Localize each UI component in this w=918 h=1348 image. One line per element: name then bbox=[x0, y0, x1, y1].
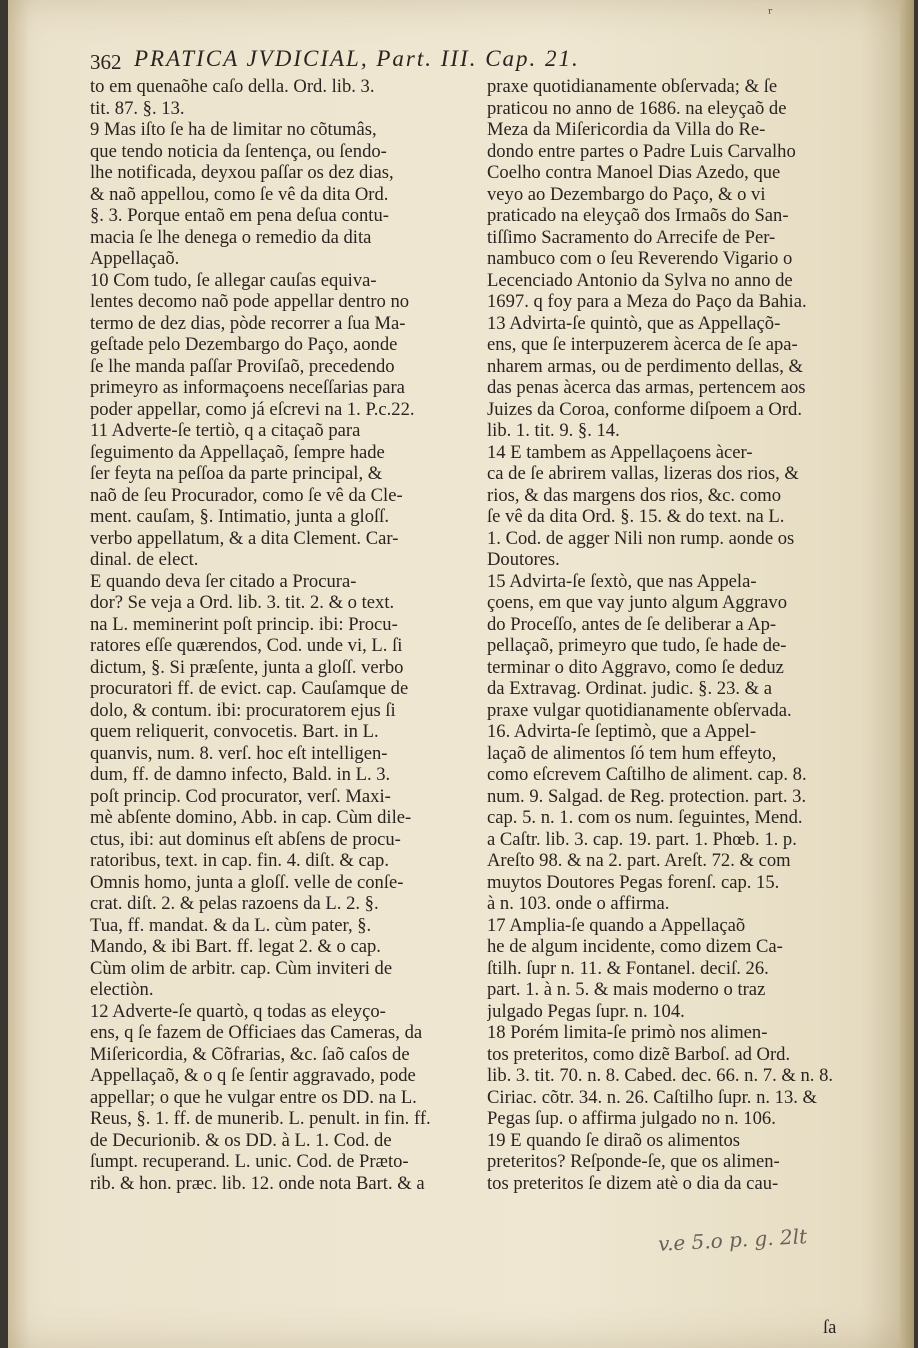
text-line: Lecenciado Antonio da Sylva no anno de bbox=[487, 269, 793, 291]
text-line: praticou no anno de 1686. na eleyçaõ de bbox=[487, 97, 787, 119]
text-line: ment. cauſam, §. Intimatio, junta a gloſſ. bbox=[90, 506, 389, 527]
text-line: 16. Advirta-ſe ſeptimò, que a Appel- bbox=[487, 721, 757, 742]
text-line: lentes decomo naõ pode appellar dentro no bbox=[90, 291, 410, 312]
text-line: poder appellar, como já eſcrevi na 1. P.c.22. bbox=[90, 398, 415, 420]
text-line: ca de ſe abrirem vallas, lizeras dos rios, & bbox=[487, 463, 799, 484]
text-line: 12 Adverte-ſe quartò, q todas as eleyço- bbox=[90, 1000, 386, 1022]
text-line: laçaõ de alimentos ſó tem hum effeyto, bbox=[487, 742, 777, 764]
text-line: crat. diſt. 2. & pelas razoens da L. 2. §. bbox=[90, 893, 379, 914]
text-line: poſt princip. Cod procurator, verſ. Maxi- bbox=[90, 785, 391, 807]
book-page bbox=[8, 0, 914, 1348]
left-column bbox=[90, 76, 462, 1194]
text-line: dinal. de elect. bbox=[90, 549, 199, 570]
text-line: dondo entre partes o Padre Luis Carvalho bbox=[487, 140, 796, 162]
text-line: nharem armas, ou de perdimento dellas, & bbox=[487, 355, 803, 377]
text-line: verbo appellatum, & a dita Clement. Car- bbox=[90, 527, 399, 549]
text-line: 10 Com tudo, ſe allegar cauſas equiva- bbox=[90, 269, 377, 291]
text-line: tos preteritos ſe dizem atè o dia da cau- bbox=[487, 1172, 779, 1194]
text-line: 14 E tambem as Appellaçoens àcer- bbox=[487, 441, 753, 463]
text-line: 19 E quando ſe diraõ os alimentos bbox=[487, 1129, 741, 1151]
text-line: lhe notificada, deyxou paſſar os dez dias, bbox=[90, 162, 394, 183]
text-line: à n. 103. onde o affirma. bbox=[487, 893, 670, 914]
text-line: praxe quotidianamente obſervada; & ſe bbox=[487, 76, 778, 97]
text-line: rib. & hon. præc. lib. 12. onde nota Bart. & a bbox=[90, 1172, 425, 1194]
text-line: como eſcrevem Caſtilho de aliment. cap. 8. bbox=[487, 764, 807, 785]
text-line: pellaçaõ, primeyro que tudo, ſe hade de- bbox=[487, 635, 787, 656]
text-line: tit. 87. §. 13. bbox=[90, 97, 185, 119]
text-line: Doutores. bbox=[487, 549, 560, 570]
running-head: PRATICA JVDICIAL, Part. III. Cap. 21. bbox=[134, 46, 580, 71]
text-line: Appellaçaõ, & o q ſe ſentir aggravado, pode bbox=[90, 1065, 416, 1086]
text-line: Juizes da Coroa, conforme diſpoem a Ord. bbox=[487, 398, 802, 420]
text-line: appellar; o que he vulgar entre os DD. na L. bbox=[90, 1086, 417, 1108]
text-line: ſe lhe manda paſſar Proviſaõ, precedendo bbox=[90, 355, 395, 377]
text-line: geſtade pelo Dezembargo do Paço, aonde bbox=[90, 334, 398, 355]
text-line: do Proceſſo, antes de ſe deliberar a Ap- bbox=[487, 613, 777, 635]
text-line: Omnis homo, junta a gloſſ. velle de conſe- bbox=[90, 871, 404, 893]
text-line: E quando deva ſer citado a Procura- bbox=[90, 570, 357, 592]
text-line: ſumpt. recuperand. L. unic. Cod. de Præto- bbox=[90, 1151, 409, 1172]
text-line: num. 9. Salgad. de Reg. protection. part. 3. bbox=[487, 785, 807, 807]
text-line: 13 Advirta-ſe quintò, que as Appellaçõ- bbox=[487, 312, 781, 334]
text-line: ens, que ſe interpuzerem àcerca de ſe apa- bbox=[487, 334, 798, 355]
text-line: Pegas ſup. o affirma julgado no n. 106. bbox=[487, 1108, 776, 1129]
text-line: part. 1. à n. 5. & mais moderno o traz bbox=[487, 979, 766, 1000]
page-edge bbox=[900, 0, 914, 1348]
text-line: ſer feyta na peſſoa da parte principal, & bbox=[90, 463, 383, 484]
text-line: Areſto 98. & na 2. part. Areſt. 72. & com bbox=[487, 850, 791, 871]
text-line: §. 3. Porque entaõ em pena deſua contu- bbox=[90, 205, 389, 226]
text-line: praxe vulgar quotidianamente obſervada. bbox=[487, 699, 792, 721]
text-line: ſeguimento da Appellaçaõ, ſempre hade bbox=[90, 441, 385, 463]
text-line: a Caſtr. lib. 3. cap. 19. part. 1. Phœb. 1. p. bbox=[487, 828, 797, 850]
text-line: tos preteritos, como dizẽ Barboſ. ad Ord. bbox=[487, 1043, 791, 1065]
text-line: 9 Mas iſto ſe ha de limitar no cõtumâs, bbox=[90, 119, 377, 140]
text-line: ſe vê da dita Ord. §. 15. & do text. na L. bbox=[487, 506, 785, 527]
text-line: da Extravag. Ordinat. judic. §. 23. & a bbox=[487, 678, 773, 699]
text-line: dolo, & contum. ibi: procuratorem ejus ſi bbox=[90, 699, 396, 721]
text-line: julgado Pegas ſupr. n. 104. bbox=[487, 1000, 685, 1022]
text-line: Miſericordia, & Cõfrarias, &c. ſaõ caſos de bbox=[90, 1043, 410, 1065]
text-line: lib. 3. tit. 70. n. 8. Cabed. dec. 66. n. 7. & n. 8. bbox=[487, 1065, 834, 1086]
text-line: Tua, ff. mandat. & da L. cùm pater, §. bbox=[90, 914, 372, 936]
text-line: mè abſente domino, Abb. in cap. Cùm dile- bbox=[90, 807, 412, 828]
right-column bbox=[487, 76, 860, 1194]
text-line: muytos Doutores Pegas forenſ. cap. 15. bbox=[487, 871, 780, 893]
text-line: ctus, ibi: aut dominus eſt abſens de procu- bbox=[90, 828, 401, 850]
text-line: ratoribus, text. in cap. fin. 4. diſt. & cap. bbox=[90, 850, 389, 871]
text-line: terminar o dito Aggravo, como ſe deduz bbox=[487, 656, 784, 678]
text-line: dor? Se veja a Ord. lib. 3. tit. 2. & o text. bbox=[90, 592, 395, 613]
ink-blemish: ʳ bbox=[768, 6, 773, 22]
text-line: na L. meminerint poſt princip. ibi: Procu- bbox=[90, 613, 398, 635]
text-line: electiòn. bbox=[90, 979, 154, 1000]
text-line: ſtilh. ſupr n. 11. & Fontanel. deciſ. 26. bbox=[487, 957, 769, 979]
text-line: Meza da Miſericordia da Villa do Re- bbox=[487, 119, 766, 140]
text-line: Coelho contra Manoel Dias Azedo, que bbox=[487, 162, 781, 183]
text-line: dum, ff. de damno infecto, Bald. in L. 3. bbox=[90, 764, 391, 785]
text-line: to em quenaõhe caſo della. Ord. lib. 3. bbox=[90, 76, 375, 97]
text-line: Ciriac. cõtr. 34. n. 26. Caſtilho ſupr. n. 13. & bbox=[487, 1086, 818, 1108]
text-line: que tendo noticia da ſentença, ou ſendo- bbox=[90, 140, 387, 162]
text-line: procuratori ff. de evict. cap. Cauſamque de bbox=[90, 678, 409, 699]
text-line: & naõ appellou, como ſe vê da dita Ord. bbox=[90, 183, 389, 205]
text-line: quanvis, num. 8. verſ. hoc eſt intelligen- bbox=[90, 742, 388, 764]
page-number: 362 bbox=[90, 50, 122, 74]
text-line: dictum, §. Si præſente, junta a gloſſ. verbo bbox=[90, 656, 404, 678]
text-line: termo de dez dias, pòde recorrer a ſua Ma- bbox=[90, 312, 406, 334]
page-header bbox=[90, 46, 860, 76]
handwritten-margin-note: v.e 5.o p. g. 2lt bbox=[657, 1224, 808, 1256]
text-line: das penas àcerca das armas, pertencem aos bbox=[487, 377, 806, 398]
text-line: 17 Amplia-ſe quando a Appellaçaõ bbox=[487, 914, 746, 936]
text-line: 1697. q foy para a Meza do Paço da Bahia. bbox=[487, 291, 807, 312]
text-line: preteritos? Reſponde-ſe, que os alimen- bbox=[487, 1151, 780, 1172]
text-line: lib. 1. tit. 9. §. 14. bbox=[487, 420, 620, 441]
text-line: 1. Cod. de agger Nili non rump. aonde os bbox=[487, 527, 795, 549]
text-line: Reus, §. 1. ff. de munerib. L. penult. in fin. ff. bbox=[90, 1108, 431, 1129]
catchword: ſa bbox=[823, 1317, 837, 1338]
text-line: naõ de ſeu Procurador, como ſe vê da Cle- bbox=[90, 484, 403, 506]
text-line: Mando, & ibi Bart. ff. legat 2. & o cap. bbox=[90, 936, 381, 957]
text-line: 18 Porém limita-ſe primò nos alimen- bbox=[487, 1022, 768, 1043]
text-line: Cùm olim de arbitr. cap. Cùm inviteri de bbox=[90, 957, 393, 979]
text-line: de Decurionib. & os DD. à L. 1. Cod. de bbox=[90, 1129, 392, 1151]
text-line: Appellaçaõ. bbox=[90, 248, 180, 269]
text-line: nambuco com o ſeu Reverendo Vigario o bbox=[487, 248, 793, 269]
text-line: quem reliquerit, convocetis. Bart. in L. bbox=[90, 721, 379, 742]
text-line: 15 Advirta-ſe ſextò, que nas Appela- bbox=[487, 570, 757, 592]
text-line: he de algum incidente, como dizem Ca- bbox=[487, 936, 783, 957]
text-line: çoens, em que vay junto algum Aggravo bbox=[487, 592, 788, 613]
text-line: ens, q ſe fazem de Officiaes das Cameras, da bbox=[90, 1022, 423, 1043]
text-line: tiſſimo Sacramento do Arrecife de Per- bbox=[487, 226, 776, 248]
text-line: veyo ao Dezembargo do Paço, & o vi bbox=[487, 183, 766, 205]
text-line: macia ſe lhe denega o remedio da dita bbox=[90, 226, 372, 248]
text-line: praticado na eleyçaõ dos Irmaõs do San- bbox=[487, 205, 789, 226]
text-line: ratores eſſe quærendos, Cod. unde vi, L. ſi bbox=[90, 635, 403, 656]
text-line: cap. 5. n. 1. com os num. ſeguintes, Mend. bbox=[487, 807, 803, 828]
text-line: rios, & das margens dos rios, &c. como bbox=[487, 484, 782, 506]
text-line: 11 Adverte-ſe tertiò, q a citaçaõ para bbox=[90, 420, 361, 441]
text-line: primeyro as informaçoens neceſſarias para bbox=[90, 377, 405, 398]
